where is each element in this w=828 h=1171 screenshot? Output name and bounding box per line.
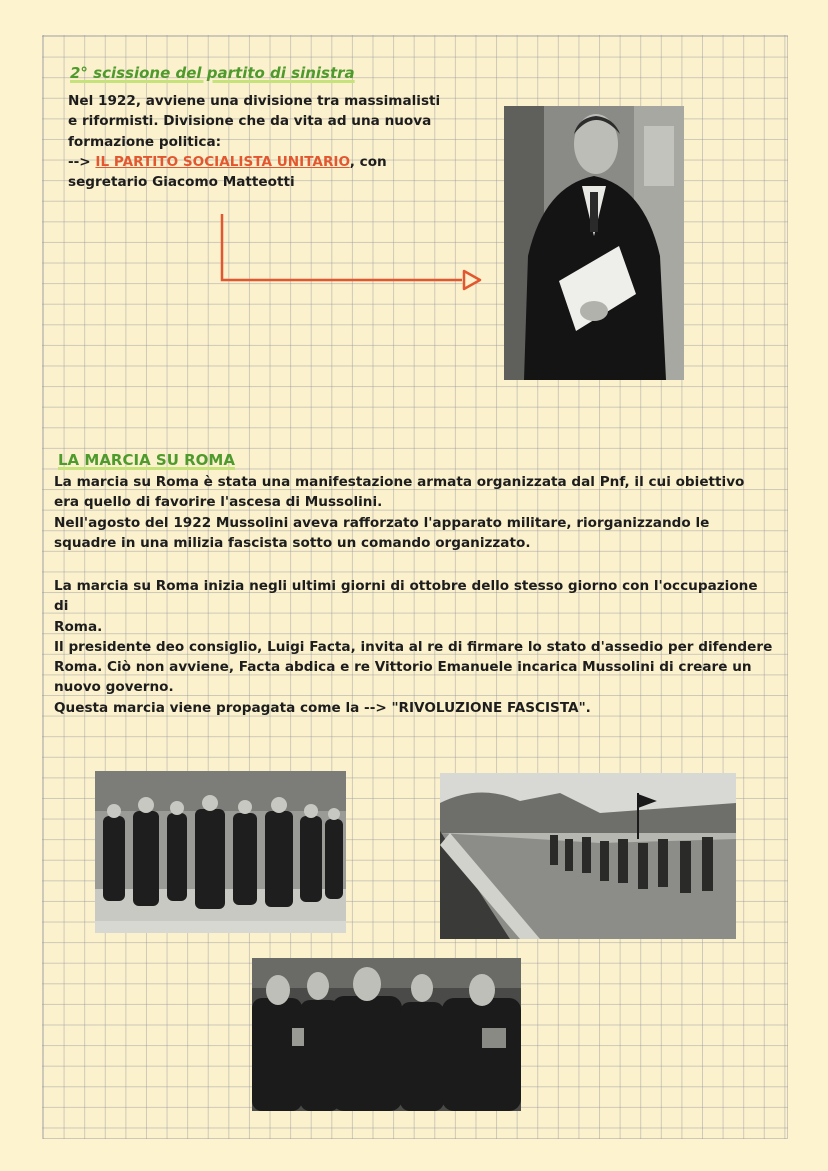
portrait-photo-matteotti [504, 106, 684, 380]
text-line: e riformisti. Divisione che da vita ad una nuova [68, 113, 432, 130]
text-line: Roma. [54, 618, 103, 635]
text-line: La marcia su Roma è stata una manifestazione armata organizzata dal Pnf, il cui obiettivo [54, 474, 745, 490]
mussolini-group-photo [252, 958, 521, 1111]
text-line: segretario Giacomo Matteotti [68, 174, 295, 191]
text-fragment: , con [349, 153, 387, 170]
text-line: Questa marcia viene propagata come la --> "RIVOLUZIONE FASCISTA". [54, 700, 591, 716]
arrow-text: --> [68, 153, 96, 170]
text-line: Il presidente deo consiglio, Luigi Facta, invita al re di firmare lo stato d'assedio per difendere [54, 638, 773, 655]
marcia-paragraph-2 [54, 576, 774, 698]
text-line: formazione politica: [68, 133, 222, 150]
party-name-highlight: IL PARTITO SOCIALISTA UNITARIO [95, 153, 350, 170]
text-line: squadre in una milizia fascista sotto un comando organizzato. [54, 534, 531, 551]
text-line: Nell'agosto del 1922 Mussolini aveva rafforzato l'apparato militare, riorganizzando le [54, 514, 710, 531]
connector-arrow-icon [210, 210, 490, 300]
march-photo-bridge [440, 773, 736, 939]
text-line: La marcia su Roma inizia negli ultimi giorni di ottobre dello stesso giorno con l'occupazione di [54, 578, 758, 615]
section-title-marcia: LA MARCIA SU ROMA [58, 451, 235, 469]
marcia-paragraph-1 [54, 472, 774, 553]
marcia-paragraph-3 [54, 698, 774, 718]
text-line: Nel 1922, avviene una divisione tra massimalisti [68, 93, 441, 109]
march-photo-crowd [95, 771, 346, 933]
text-line: era quello di favorire l'ascesa di Mussolini. [54, 494, 383, 511]
text-line: Roma. Ciò non avviene, Facta abdica e re Vittorio Emanuele incarica Mussolini di creare un [54, 659, 752, 676]
text-line: nuovo governo. [54, 679, 174, 696]
scissione-paragraph [68, 91, 468, 192]
section-title-scissione: 2° scissione del partito di sinistra [70, 64, 355, 82]
text-line [68, 152, 468, 172]
